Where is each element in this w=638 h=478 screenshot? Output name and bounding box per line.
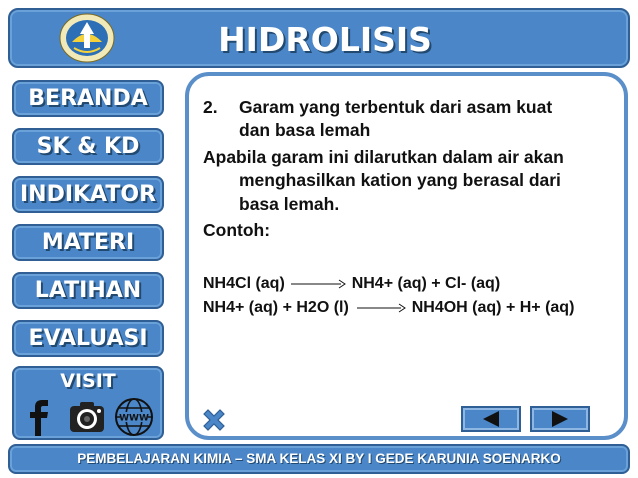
example-label: Contoh:	[203, 220, 271, 240]
right-triangle-icon	[532, 408, 588, 430]
equation-1	[203, 272, 500, 295]
next-button[interactable]	[530, 406, 590, 432]
reaction-arrow-icon	[353, 302, 407, 314]
point-line-2: dan basa lemah	[239, 120, 371, 140]
facebook-icon[interactable]	[26, 398, 52, 436]
camera-icon[interactable]	[68, 398, 106, 436]
nav-beranda-button[interactable]: BERANDA	[12, 80, 164, 117]
www-globe-icon[interactable]	[114, 397, 154, 437]
footer-text: PEMBELAJARAN KIMIA – SMA KELAS XI BY I GEDE KARUNIA SOENARKO	[77, 451, 561, 466]
equation-2-right: NH4OH (aq) + H+ (aq)	[411, 299, 575, 316]
previous-button[interactable]	[461, 406, 521, 432]
paragraph-line-1: Apabila garam ini dilarutkan dalam air akan	[203, 147, 564, 167]
nav-indikator-button[interactable]: INDIKATOR	[12, 176, 164, 213]
point-line-1: Garam yang terbentuk dari asam kuat	[239, 97, 553, 117]
left-triangle-icon	[463, 408, 519, 430]
nav-evaluasi-button[interactable]: EVALUASI	[12, 320, 164, 357]
nav-sk-kd-button[interactable]: SK & KD	[12, 128, 164, 165]
visit-label: VISIT	[60, 370, 116, 392]
equation-2	[203, 296, 574, 319]
equation-1-left: NH4Cl (aq)	[203, 275, 285, 292]
reaction-arrow-icon	[289, 278, 347, 290]
svg-text:WWW: WWW	[119, 413, 149, 424]
paragraph-line-3: basa lemah.	[239, 194, 340, 214]
nav-materi-button[interactable]: MATERI	[12, 224, 164, 261]
nav-latihan-button[interactable]: LATIHAN	[12, 272, 164, 309]
equation-1-right: NH4+ (aq) + Cl- (aq)	[351, 275, 501, 292]
paragraph-line-2: menghasilkan kation yang berasal dari	[239, 170, 561, 190]
point-number: 2.	[203, 97, 218, 117]
equation-2-left: NH4+ (aq) + H2O (l)	[203, 299, 349, 316]
page-title: HIDROLISIS	[218, 20, 432, 59]
tut-wuri-handayani-logo	[58, 12, 116, 64]
close-x-icon[interactable]	[200, 406, 228, 434]
